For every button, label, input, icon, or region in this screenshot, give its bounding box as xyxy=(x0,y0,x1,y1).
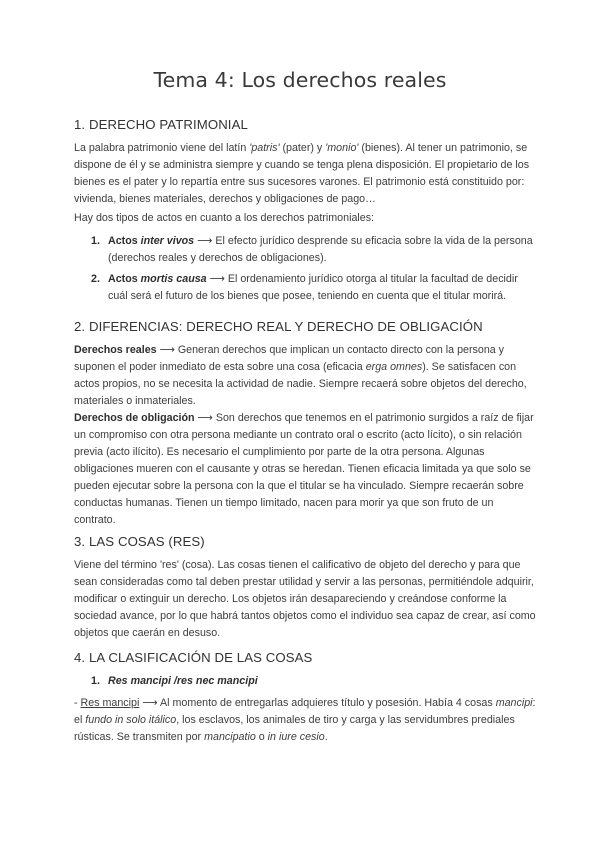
section-heading-las-cosas: 3. LAS COSAS (RES) xyxy=(74,534,205,549)
paragraph-derechos-obligacion: Derechos de obligación ⟶ Son derechos que tenemos en el patrimonio surgidos a raíz de fijar un compromiso con otra persona mediante un contrato oral o escrito (acto lícito), o sin relación previa (acto ilícito). Es necesario el cumplimiento por parte de la otra persona. Algunas obligaciones mueren con el causante y otras se heredan. Tienen eficacia limitada ya que solo se pueden ejecutar sobre la persona con la que el titular se ha vinculado. Siempre recaerán sobre conductas humanas. Tienen un tiempo limitado, nacen para morir ya que son fruto de un contrato. xyxy=(74,412,534,526)
list-item-actos-inter-vivos: 1. Actos inter vivos ⟶ El efecto jurídico desprende su eficacia sobre la vida de la persona (derechos reales y derechos de obligaciones). xyxy=(91,235,533,264)
paragraph-tipos-actos: Hay dos tipos de actos en cuanto a los derechos patrimoniales: xyxy=(74,212,375,224)
section-heading-diferencias: 2. DIFERENCIAS: DERECHO REAL Y DERECHO DE OBLIGACIÓN xyxy=(74,319,483,334)
list-item-res-mancipi: 1. Res mancipi /res nec mancipi xyxy=(91,675,258,687)
paragraph-res-mancipi: - Res mancipi ⟶ Al momento de entregarlas adquieres título y posesión. Había 4 cosas mancipi: el fundo in solo itálico, los esclavos, los animales de tiro y carga y las servidumbres prediales rústicas. Se transmiten por mancipatio o in iure cesio. xyxy=(74,697,536,743)
section-heading-derecho-patrimonial: 1. DERECHO PATRIMONIAL xyxy=(74,117,248,132)
page-title: Tema 4: Los derechos reales xyxy=(153,68,447,92)
paragraph-res: Viene del término 'res' (cosa). Las cosas tienen el calificativo de objeto del derecho y para que sean consideradas como tal deben prestar utilidad y servir a las personas, permitiéndole adquirir, modificar o extinguir un derecho. Los objetos irán desapareciendo y creándose conforme la sociedad avance, por lo que habrá tantos objetos como el individuo sea capaz de crear, así como objetos que caerán en desuso. xyxy=(74,559,536,639)
section-heading-clasificacion: 4. LA CLASIFICACIÓN DE LAS COSAS xyxy=(74,650,313,665)
paragraph-patrimonio: La palabra patrimonio viene del latín 'patris' (pater) y 'monio' (bienes). Al tener un patrimonio, se dispone de él y se administra siempre y cuando se tenga plena disposición. El propietario de los bienes es el pater y lo repartía entre sus sucesores varones. El patrimonio está constituido por: vivienda, bienes materiales, derechos y obligaciones de pago… xyxy=(74,142,530,205)
paragraph-derechos-reales: Derechos reales ⟶ Generan derechos que implican un contacto directo con la persona y suponen el poder inmediato de esta sobre una cosa (eficacia erga omnes). Se satisfacen con actos propios, no se necesita la actividad de nadie. Siempre recaerá sobre objetos del derecho, materiales o inmateriales. xyxy=(74,344,527,407)
res-mancipi-link[interactable]: Res mancipi xyxy=(80,697,140,709)
list-item-actos-mortis-causa: 2. Actos mortis causa ⟶ El ordenamiento jurídico otorga al titular la facultad de decidir cuál será el futuro de los bienes que posee, teniendo en cuenta que el titular morirá. xyxy=(91,273,518,302)
